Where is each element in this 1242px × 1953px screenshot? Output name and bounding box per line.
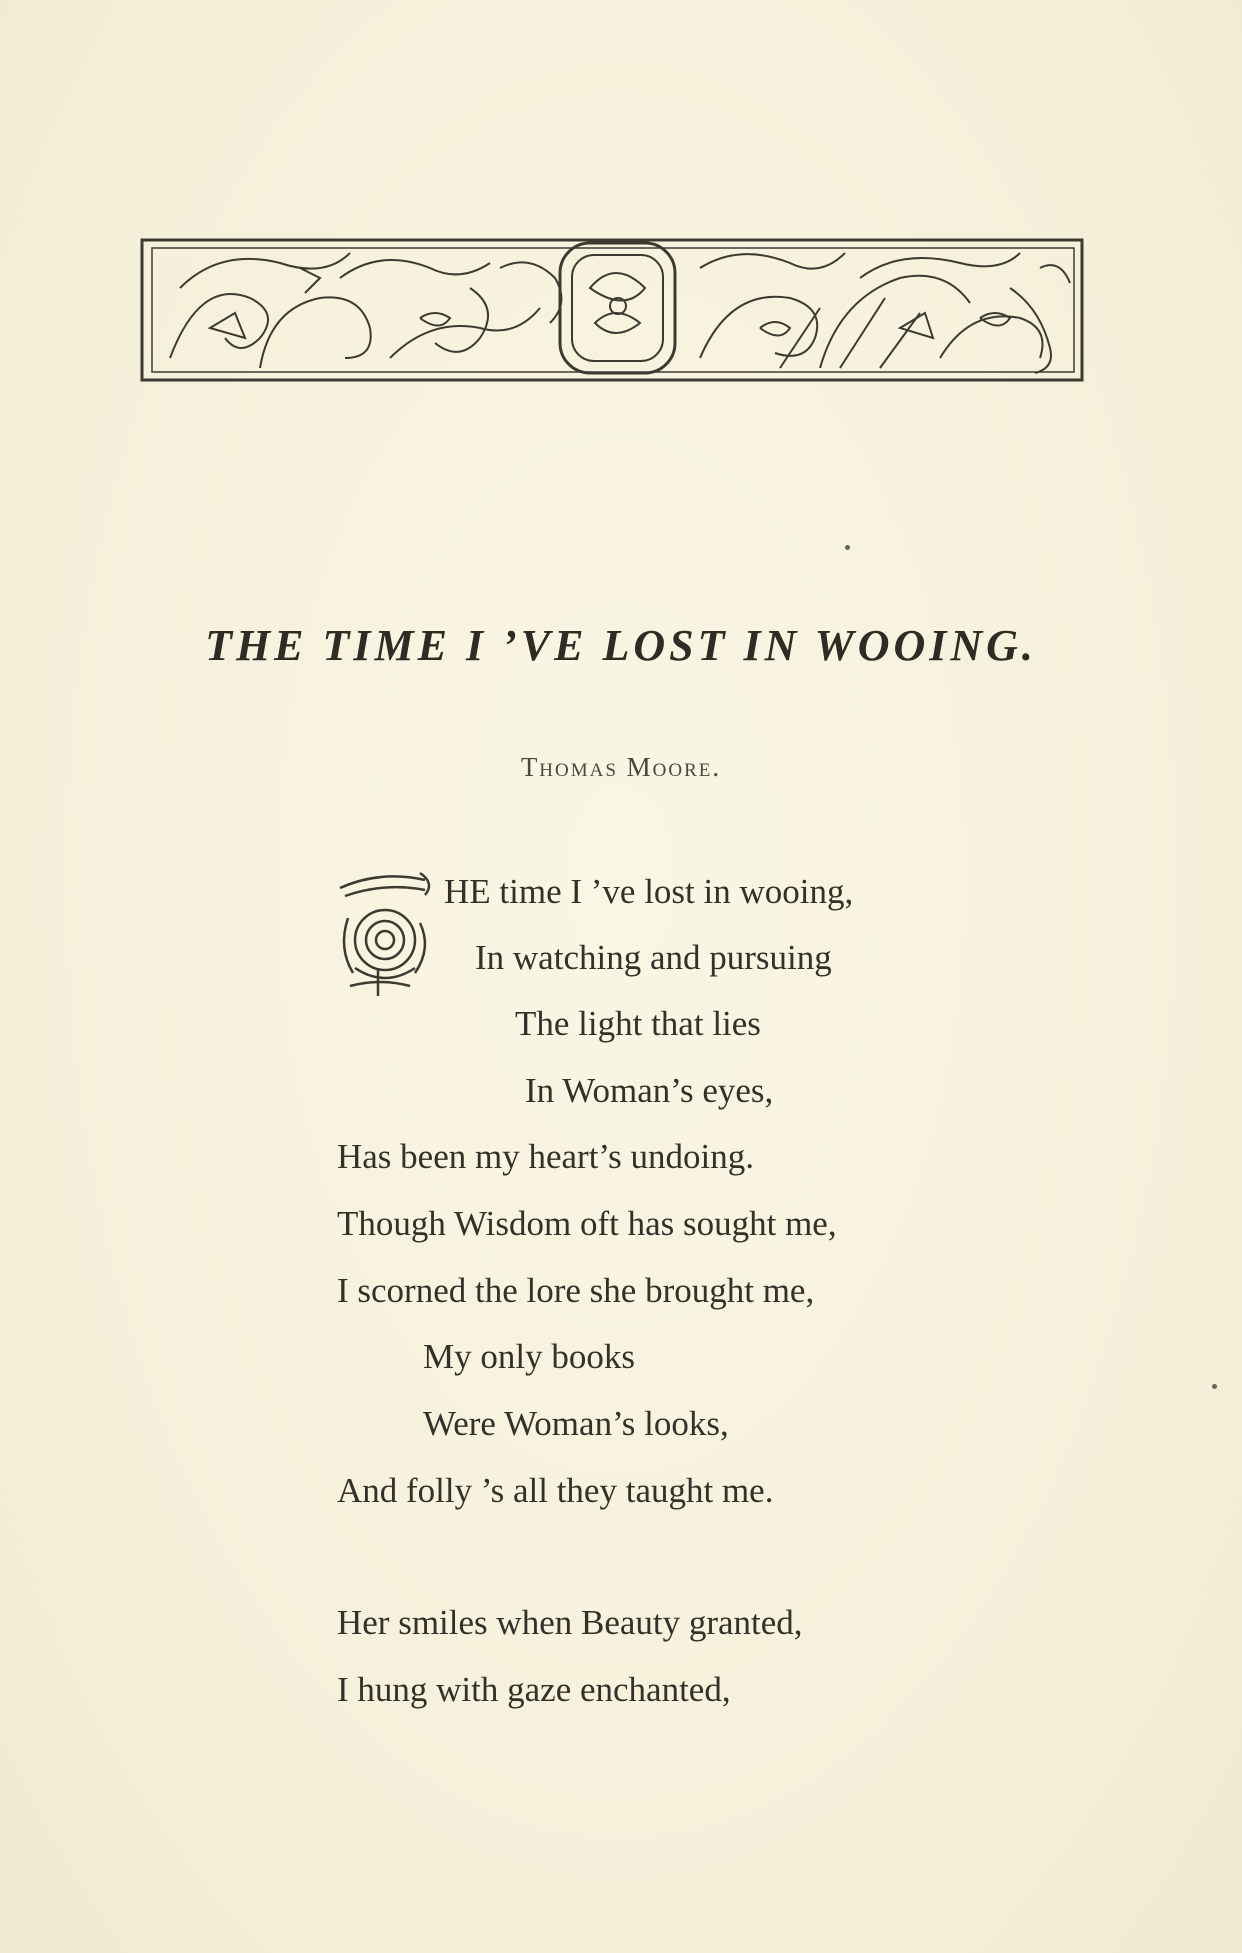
- ornamental-headpiece: [140, 228, 1090, 393]
- poem-line-5: Has been my heart’s undoing.: [337, 1137, 754, 1176]
- poem-line-12: I hung with gaze enchanted,: [337, 1670, 731, 1709]
- poem-line-7: I scorned the lore she brought me,: [337, 1271, 815, 1310]
- poem-line-8: My only books: [423, 1337, 635, 1376]
- poem-line-4: In Woman’s eyes,: [525, 1071, 774, 1110]
- print-speck: [845, 545, 850, 550]
- ornamental-dropcap-t: [330, 868, 438, 998]
- poem-line-1: HE time I ’ve lost in wooing,: [444, 872, 854, 911]
- poem-line-11: Her smiles when Beauty granted,: [337, 1603, 803, 1642]
- poem-line-10: And folly ’s all they taught me.: [337, 1471, 774, 1510]
- poem-line-9: Were Woman’s looks,: [423, 1404, 729, 1443]
- poem-line-3: The light that lies: [515, 1004, 761, 1043]
- poem-line-2: In watching and pursuing: [475, 938, 832, 977]
- poem-title: THE TIME I ’VE LOST IN WOOING.: [205, 621, 1037, 670]
- poem-author: Thomas Moore.: [520, 752, 722, 782]
- print-speck: [1212, 1384, 1217, 1389]
- poem-line-6: Though Wisdom oft has sought me,: [337, 1204, 837, 1243]
